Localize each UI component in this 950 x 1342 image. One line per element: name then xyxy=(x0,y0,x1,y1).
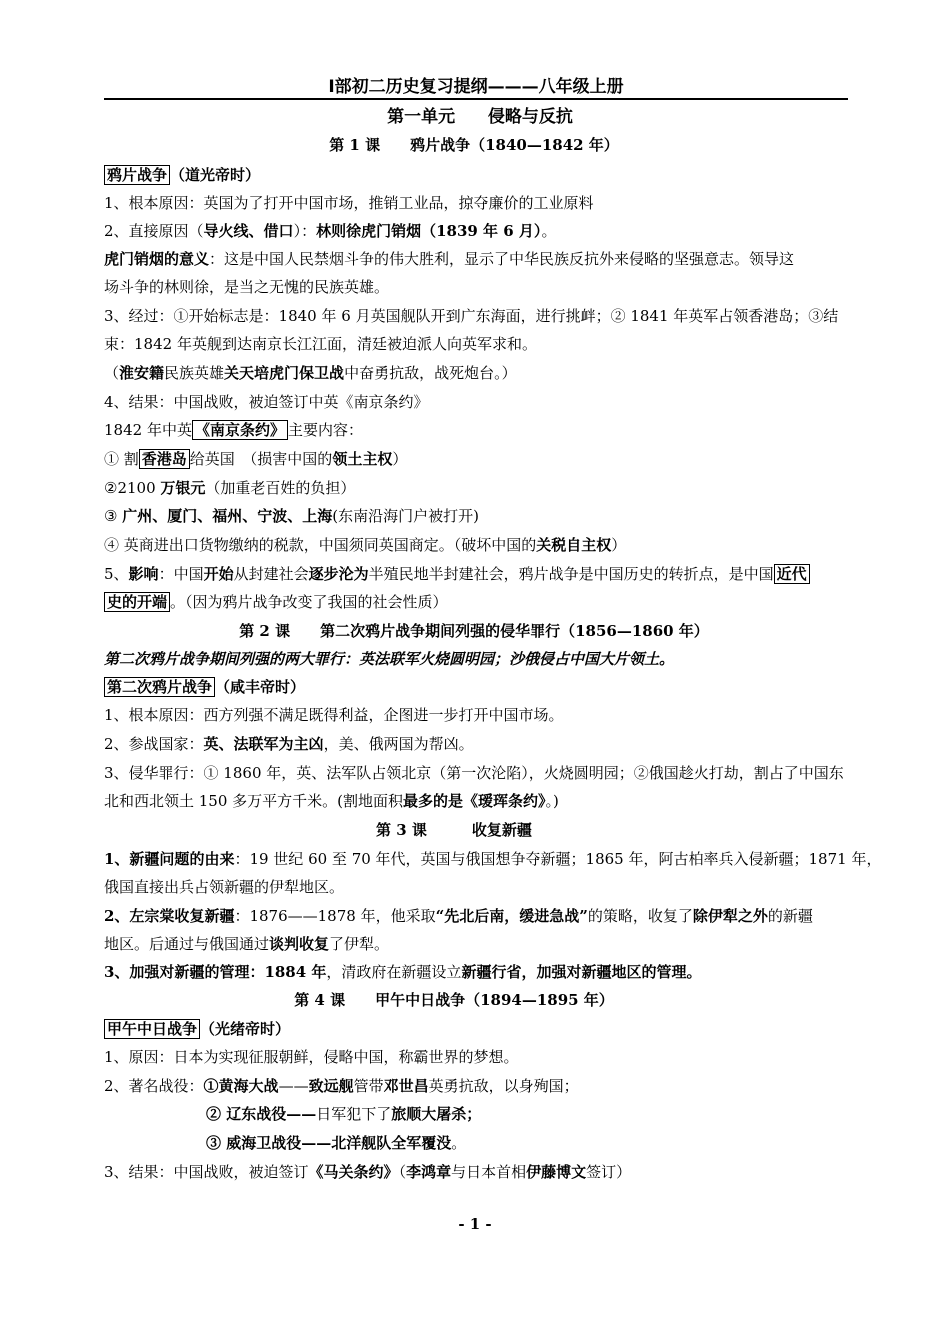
bold-run: 林则徐虎门销烟（1839 年 6 月） xyxy=(316,222,542,240)
text-run: ）： xyxy=(293,222,317,240)
text-run: 的新疆 xyxy=(767,907,813,925)
lesson1-meaning-line2: 场斗争的林则徐，是当之无愧的民族英雄。 xyxy=(104,278,390,296)
page-number: - 1 - xyxy=(458,1215,492,1233)
lesson2-crimes-line1: 3、侵华罪行：① 1860 年，英、法军队占领北京（第一次沦陷），火烧圆明园；②俄国趁火打劫，割占了中国东 xyxy=(104,764,844,782)
war-name-box: 甲午中日战争 xyxy=(104,1019,200,1039)
lesson1-title: 第 1 课 鸦片战争（1840—1842 年） xyxy=(329,136,619,154)
war-name-box: 鸦片战争 xyxy=(104,165,170,185)
text-run: ，清政府在新疆设立 xyxy=(326,963,462,981)
text-run: ：这是中国人民禁烟斗争的伟大胜利，显示了中华民族反抗外来侵略的坚强意志。领导这 xyxy=(209,250,795,268)
bold-run: 除伊犁之外 xyxy=(692,907,768,925)
text-run: ） xyxy=(611,536,627,554)
text-run: 2、直接原因（ xyxy=(104,222,204,240)
page-header: Ⅰ部初二历史复习提纲———八年级上册 xyxy=(104,76,848,100)
lesson1-cause1: 1、根本原因：英国为了打开中国市场，推销工业品，掠夺廉价的工业原料 xyxy=(104,194,594,212)
text-run: 2、参战国家： xyxy=(104,735,204,753)
lesson3-zuo-line2 xyxy=(104,930,856,958)
emperor-note: （咸丰帝时） xyxy=(215,678,306,696)
bold-run: 逐步沦为 xyxy=(308,565,369,583)
text-run: ：1876——1878 年，他采取 xyxy=(234,907,436,925)
lesson3-management xyxy=(104,958,856,986)
unit-name: 侵略与反抗 xyxy=(487,107,573,127)
bold-run: 旅顺大屠杀； xyxy=(391,1105,482,1123)
text-run: 管带 xyxy=(353,1077,384,1095)
bold-run: 关税自主权 xyxy=(536,536,612,554)
bold-run: 伊藤博文 xyxy=(526,1163,587,1181)
text-run: 民族英雄 xyxy=(164,364,225,382)
lesson4-cause: 1、原因：日本为实现征服朝鲜，侵略中国，称霸世界的梦想。 xyxy=(104,1048,519,1066)
beginning-box: 史的开端 xyxy=(104,592,170,612)
text-run: 。 xyxy=(541,222,557,240)
lesson1-hero xyxy=(104,359,856,387)
lesson1-meaning-line1 xyxy=(104,245,856,273)
text-run: ：中国 xyxy=(158,565,204,583)
lesson2-summary: 第二次鸦片战争期间列强的两大罪行：英法联军火烧圆明园；沙俄侵占中国大片领土。 xyxy=(104,650,675,668)
text-run: ，美、俄两国为帮凶。 xyxy=(323,735,474,753)
lesson2-title: 第 2 课 第二次鸦片战争期间列强的侵华罪行（1856—1860 年） xyxy=(239,622,709,640)
lesson1-result: 4、结果：中国战败，被迫签订中英《南京条约》 xyxy=(104,393,429,411)
text-run: 英勇抗敌，以身殉国； xyxy=(428,1077,579,1095)
text-run: 。（因为鸦片战争改变了我国的社会性质） xyxy=(170,593,448,611)
lesson4-title: 第 4 课 甲午中日战争（1894—1895 年） xyxy=(294,991,614,1009)
bold-run: “先北后南，缓进急战” xyxy=(435,907,588,925)
text-run: 5、 xyxy=(104,565,129,583)
lesson4-battle-3 xyxy=(206,1129,846,1157)
bold-run: 邓世昌 xyxy=(383,1077,429,1095)
lesson2-crimes-line2 xyxy=(104,787,856,815)
lesson2-cause: 1、根本原因：西方列强不满足既得利益，企图进一步打开中国市场。 xyxy=(104,706,564,724)
bold-run: 领土主权 xyxy=(332,450,393,468)
text-run: 地区。后通过与俄国通过 xyxy=(104,935,270,953)
emperor-note: （光绪帝时） xyxy=(200,1020,291,1038)
lesson4-battle-1 xyxy=(104,1072,856,1100)
text-run: ③ xyxy=(104,507,123,525)
lesson4-battle-2 xyxy=(206,1100,846,1128)
bold-run: 关天培虎门保卫战 xyxy=(224,364,345,382)
bold-run: 谈判收复 xyxy=(269,935,330,953)
text-run: 半殖民地半封建社会，鸦片战争是中国历史的转折点，是中国 xyxy=(368,565,774,583)
text-run: 从封建社会 xyxy=(233,565,309,583)
text-run: 给英国 （损害中国的 xyxy=(189,450,333,468)
emperor-note: （道光帝时） xyxy=(170,166,261,184)
bold-run: 虎门销烟的意义 xyxy=(104,250,210,268)
bold-run: 英、法联军为主凶 xyxy=(203,735,324,753)
bold-run: 影响 xyxy=(128,565,159,583)
bold-run: 新疆行省，加强对新疆地区的管理。 xyxy=(461,963,702,981)
text-run: 主要内容： xyxy=(287,421,363,439)
text-run: 北和西北领土 150 多万平方千米。(割地面积 xyxy=(104,792,404,810)
lesson1-influence-line1 xyxy=(104,560,856,588)
text-run: ） xyxy=(392,450,408,468)
text-run: （ xyxy=(104,364,120,382)
text-run: 与日本首相 xyxy=(451,1163,527,1181)
text-run: 。) xyxy=(545,792,559,810)
text-run: 签订） xyxy=(586,1163,632,1181)
text-run: 2、著名战役： xyxy=(104,1077,204,1095)
war-name-box: 第二次鸦片战争 xyxy=(104,677,215,697)
bold-run: 万银元 xyxy=(160,479,206,497)
text-run: 中奋勇抗敌，战死炮台。） xyxy=(344,364,517,382)
modern-history-box: 近代 xyxy=(774,564,810,584)
lesson1-cause2 xyxy=(104,217,856,245)
treaty-term-1 xyxy=(104,445,856,473)
bold-run: 3、加强对新疆的管理：1884 年 xyxy=(104,963,327,981)
lesson1-process-line2: 束：1842 年英舰到达南京长江江面，清廷被迫派人向英军求和。 xyxy=(104,335,537,353)
bold-run: 开始 xyxy=(203,565,234,583)
text-run: 日军犯下了 xyxy=(316,1105,392,1123)
lesson1-influence-line2 xyxy=(104,588,856,616)
bold-run: 1、新疆问题的由来 xyxy=(104,850,235,868)
hongkong-box: 香港岛 xyxy=(139,449,190,469)
lesson2-countries xyxy=(104,730,856,758)
text-run: 。 xyxy=(451,1134,467,1152)
bold-run: 淮安籍 xyxy=(119,364,165,382)
text-run: 的策略，收复了 xyxy=(587,907,693,925)
lesson1-process-line1: 3、经过：①开始标志是：1840 年 6 月英国舰队开到广东海面，进行挑衅；② 1841 年英军占领香港岛；③结 xyxy=(104,307,839,325)
bold-run: 导火线、借口 xyxy=(203,222,294,240)
bold-run: 《马关条约》 xyxy=(308,1163,399,1181)
text-run: （加重老百姓的负担） xyxy=(205,479,356,497)
lesson3-origin-line2: 俄国直接出兵占领新疆的伊犁地区。 xyxy=(104,878,345,896)
text-run: ②2100 xyxy=(104,479,161,497)
bold-run: ② 辽东战役—— xyxy=(206,1105,317,1123)
bold-run: 广州、厦门、福州、宁波、上海 xyxy=(122,507,333,525)
treaty-name-box: 《南京条约》 xyxy=(192,420,288,440)
bold-run: 2、左宗棠收复新疆 xyxy=(104,907,235,925)
lesson4-war-heading xyxy=(104,1015,856,1043)
lesson1-treaty xyxy=(104,416,856,444)
text-run: ④ 英商进出口货物缴纳的税款，中国须同英国商定。（破坏中国的 xyxy=(104,536,537,554)
bold-run: ③ 威海卫战役——北洋舰队全军覆没 xyxy=(206,1134,452,1152)
treaty-term-4 xyxy=(104,531,856,559)
lesson4-result xyxy=(104,1158,856,1186)
lesson1-war-heading xyxy=(104,161,856,189)
treaty-term-3 xyxy=(104,502,856,530)
text-run: 1842 年中英 xyxy=(104,421,192,439)
text-run: （ xyxy=(398,1163,407,1181)
bold-run: 李鸿章 xyxy=(406,1163,452,1181)
text-run: (东南沿海门户被打开) xyxy=(332,507,479,525)
lesson3-title: 第 3 课 收复新疆 xyxy=(376,821,532,839)
text-run: 3、结果：中国战败，被迫签订 xyxy=(104,1163,309,1181)
lesson3-origin-line1 xyxy=(104,845,882,873)
text-run: 了伊犁。 xyxy=(329,935,390,953)
bold-run: ①黄海大战 xyxy=(203,1077,279,1095)
treaty-term-2 xyxy=(104,474,856,502)
unit-title xyxy=(104,103,856,131)
unit-label: 第一单元 xyxy=(387,107,456,127)
text-run: ① 割 xyxy=(104,450,139,468)
lesson3-zuo-line1 xyxy=(104,902,856,930)
bold-run: 致远舰 xyxy=(308,1077,354,1095)
text-run: —— xyxy=(278,1077,309,1095)
lesson2-war-heading xyxy=(104,673,856,701)
bold-run: 最多的是《瑷珲条约》 xyxy=(403,792,546,810)
text-run: ：19 世纪 60 至 70 年代，英国与俄国想争夺新疆；1865 年，阿古柏率兵入侵新疆；1871 年， xyxy=(234,850,882,868)
